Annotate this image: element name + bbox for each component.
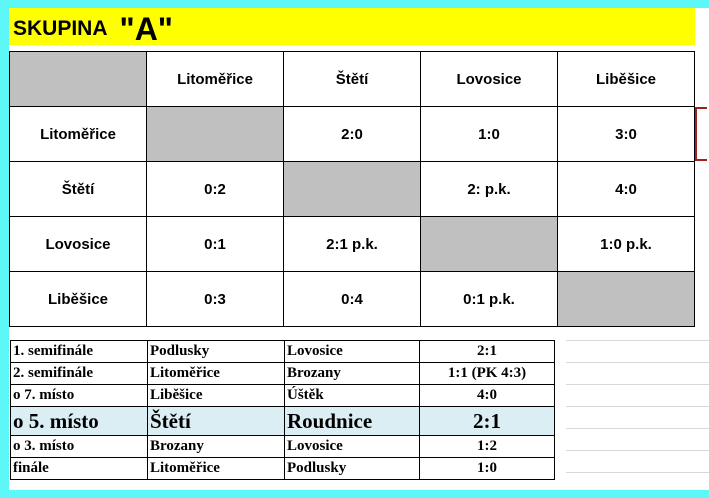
selection-marker xyxy=(695,107,707,161)
matrix-row xyxy=(10,107,695,162)
row-header-cell[interactable]: Lovosice xyxy=(10,217,147,272)
result-cell[interactable]: 0:2 xyxy=(147,162,284,217)
away-team-cell[interactable]: Roudnice xyxy=(285,407,420,436)
score-cell[interactable]: 1:1 (PK 4:3) xyxy=(420,363,555,385)
result-cell[interactable]: 2:0 xyxy=(284,107,421,162)
result-cell[interactable]: 0:1 p.k. xyxy=(421,272,558,327)
playoff-row-highlighted xyxy=(11,407,555,436)
row-header-cell[interactable]: Liběšice xyxy=(10,272,147,327)
score-cell[interactable]: 2:1 xyxy=(420,341,555,363)
diagonal-cell[interactable] xyxy=(558,272,695,327)
away-team-cell[interactable]: Lovosice xyxy=(285,436,420,458)
result-cell[interactable]: 0:4 xyxy=(284,272,421,327)
playoff-row xyxy=(11,341,555,363)
row-header-cell[interactable]: Štětí xyxy=(10,162,147,217)
score-cell[interactable]: 1:2 xyxy=(420,436,555,458)
grid-lines xyxy=(566,340,709,490)
result-cell[interactable]: 2: p.k. xyxy=(421,162,558,217)
away-team-cell[interactable]: Úštěk xyxy=(285,385,420,407)
result-cell[interactable]: 0:1 xyxy=(147,217,284,272)
col-header-cell[interactable]: Lovosice xyxy=(421,52,558,107)
playoff-row xyxy=(11,436,555,458)
spreadsheet-sheet xyxy=(9,8,709,490)
away-team-cell[interactable]: Brozany xyxy=(285,363,420,385)
score-cell[interactable]: 1:0 xyxy=(420,458,555,480)
result-cell[interactable]: 4:0 xyxy=(558,162,695,217)
col-header-cell[interactable]: Litoměřice xyxy=(147,52,284,107)
col-header-cell[interactable]: Štětí xyxy=(284,52,421,107)
home-team-cell[interactable]: Litoměřice xyxy=(148,458,285,480)
title-label: SKUPINA xyxy=(13,17,108,40)
result-cell[interactable]: 3:0 xyxy=(558,107,695,162)
matrix-row xyxy=(10,217,695,272)
matrix-corner-cell[interactable] xyxy=(10,52,147,107)
playoff-row xyxy=(11,385,555,407)
home-team-cell[interactable]: Litoměřice xyxy=(148,363,285,385)
result-cell[interactable]: 0:3 xyxy=(147,272,284,327)
stage-cell[interactable]: o 3. místo xyxy=(11,436,148,458)
diagonal-cell[interactable] xyxy=(147,107,284,162)
playoff-row xyxy=(11,363,555,385)
result-cell[interactable]: 2:1 p.k. xyxy=(284,217,421,272)
score-cell[interactable]: 4:0 xyxy=(420,385,555,407)
home-team-cell[interactable]: Liběšice xyxy=(148,385,285,407)
result-cell[interactable]: 1:0 p.k. xyxy=(558,217,695,272)
away-team-cell[interactable]: Lovosice xyxy=(285,341,420,363)
row-header-cell[interactable]: Litoměřice xyxy=(10,107,147,162)
group-matrix xyxy=(9,51,695,327)
playoff-row xyxy=(11,458,555,480)
col-header-cell[interactable]: Liběšice xyxy=(558,52,695,107)
stage-cell[interactable]: 2. semifinále xyxy=(11,363,148,385)
title-bar[interactable] xyxy=(9,8,695,45)
result-cell[interactable]: 1:0 xyxy=(421,107,558,162)
matrix-row xyxy=(10,272,695,327)
home-team-cell[interactable]: Brozany xyxy=(148,436,285,458)
stage-cell[interactable]: o 7. místo xyxy=(11,385,148,407)
score-cell[interactable]: 2:1 xyxy=(420,407,555,436)
diagonal-cell[interactable] xyxy=(284,162,421,217)
playoff-table xyxy=(10,340,555,480)
home-team-cell[interactable]: Podlusky xyxy=(148,341,285,363)
stage-cell[interactable]: finále xyxy=(11,458,148,480)
title-group: "A" xyxy=(119,11,173,47)
matrix-header-row xyxy=(10,52,695,107)
diagonal-cell[interactable] xyxy=(421,217,558,272)
stage-cell[interactable]: o 5. místo xyxy=(11,407,148,436)
stage-cell[interactable]: 1. semifinále xyxy=(11,341,148,363)
matrix-row xyxy=(10,162,695,217)
home-team-cell[interactable]: Štětí xyxy=(148,407,285,436)
away-team-cell[interactable]: Podlusky xyxy=(285,458,420,480)
